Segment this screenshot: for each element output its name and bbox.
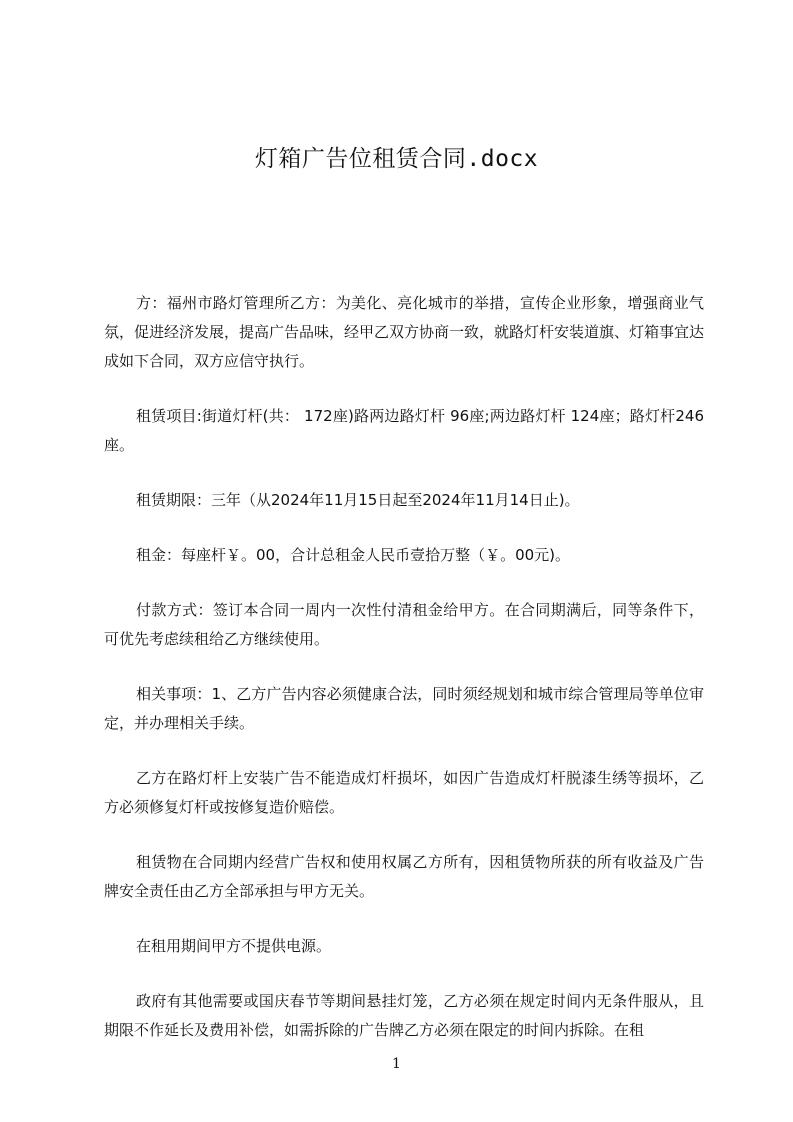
- paragraph-rent: 租金：每座杆￥。00，合计总租金人民币壹拾万整（￥。00元)。: [136, 546, 571, 564]
- document-title: 灯箱广告位租赁合同.docx: [254, 146, 539, 172]
- paragraph-related-matters: 相关事项：1、乙方广告内容必须健康合法，同时须经规划和城市综合管理局等单位审定，并办理相关手续。: [104, 685, 704, 732]
- paragraph-rights: 租赁物在合同期内经营广告权和使用权属乙方所有，因租赁物所获的所有收益及广告牌安全责任由乙方全部承担与甲方无关。: [104, 853, 704, 900]
- document-body: [104, 289, 704, 1071]
- paragraph-lease-term: 租赁期限：三年（从2024年11月15日起至2024年11月14日止)。: [136, 491, 580, 509]
- paragraph-power: 在租用期间甲方不提供电源。: [136, 937, 332, 955]
- paragraph-lease-items: 租赁项目:街道灯杆(共： 172座)路两边路灯杆 96座;两边路灯杆 124座；路灯杆246座。: [104, 407, 704, 454]
- page-number: 1: [392, 1056, 401, 1072]
- paragraph-damage: 乙方在路灯杆上安装广告不能造成灯杆损坏，如因广告造成灯杆脱漆生绣等损坏，乙方必须修复灯杆或按修复造价赔偿。: [104, 769, 704, 816]
- paragraph-parties: 方：福州市路灯管理所乙方：为美化、亮化城市的举措，宣传企业形象，增强商业气氛，促进经济发展，提高广告品味，经甲乙双方协商一致，就路灯杆安装道旗、灯箱事宜达成如下合同，双方应信守执行。: [104, 294, 705, 370]
- paragraph-government: 政府有其他需要或国庆春节等期间悬挂灯笼，乙方必须在规定时间内无条件服从，且期限不作延长及费用补偿，如需拆除的广告牌乙方必须在限定的时间内拆除。在租: [104, 992, 704, 1039]
- paragraph-payment: 付款方式：签订本合同一周内一次性付清租金给甲方。在合同期满后，同等条件下，可优先考虑续租给乙方继续使用。: [104, 601, 704, 648]
